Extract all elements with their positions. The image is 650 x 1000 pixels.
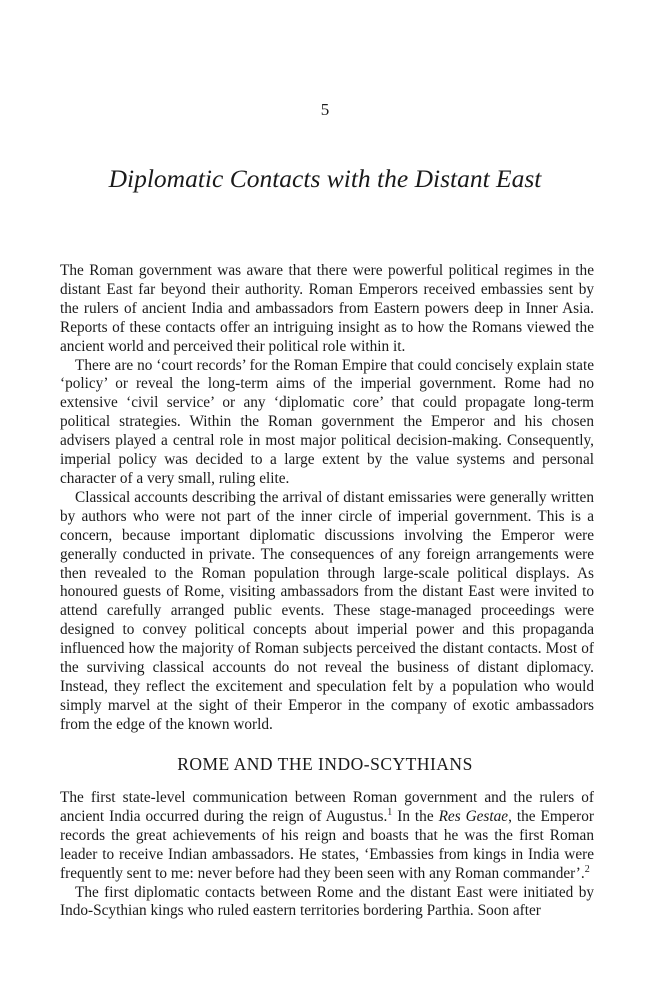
paragraph: The Roman government was aware that there were powerful political regimes in the distant East far beyond their authority. Roman Emperors received embassies sent by the rulers of ancient India and ambassadors from Eastern powers deep in Inner Asia. Reports of these contacts offer an intriguing insight as to how the Romans viewed the ancient world and perceived their political role within it. xyxy=(60,262,594,355)
text-run: In the xyxy=(392,807,439,825)
paragraph: Classical accounts describing the arrival of distant emissaries were generally written by authors who were not part of the inner circle of imperial government. This is a concern, because important diplomatic discussions involving the Emperor were generally conducted in private. The consequences of any foreign arrangements were then revealed to the Roman population through large-scale political displays. As honoured guests of Rome, visiting ambassadors from the distant East were invited to attend carefully arranged public events. These stage-managed proceedings were designed to convey political concepts about imperial power and this propaganda influenced how the majority of Roman subjects perceived the distant contacts. Most of the surviving classical accounts do not reveal the business of distant diplomacy. Instead, they reflect the excitement and speculation felt by a population who would simply marvel at the sight of their Emperor in the company of exotic ambassadors from the edge of the known world. xyxy=(60,488,594,733)
section-text xyxy=(60,789,594,921)
chapter-number: 5 xyxy=(320,100,330,119)
intro-text xyxy=(60,262,594,735)
footnote-marker: 2 xyxy=(584,863,590,875)
paragraph: There are no ‘court records’ for the Roman Empire that could concisely explain state ‘policy’ or reveal the long-term aims of the imperial government. Rome had no extensive ‘civil service’ or any ‘diplomatic core’ that could propagate long-term political strategies. Within the Roman government the Emperor and his chosen advisers played a central role in most major political decision-making. Consequently, imperial policy was decided to a large extent by the value systems and personal character of a very small, ruling elite. xyxy=(60,356,594,487)
work-title: Res Gestae xyxy=(438,807,509,825)
footnote-marker: 1 xyxy=(387,806,393,818)
section-heading: ROME AND THE INDO-SCYTHIANS xyxy=(177,754,473,774)
chapter-title: Diplomatic Contacts with the Distant East xyxy=(108,164,542,193)
text-run: , the Emperor records the great achievements of his reign and boasts that he was the first Roman leader to receive Indian ambassadors. He states, ‘Embassies from kings in India were frequently sent to me: never before had they been seen with any Roman commander’. xyxy=(60,807,594,882)
paragraph: The first diplomatic contacts between Rome and the distant East were initiated by Indo-Scythian kings who ruled eastern territories bordering Parthia. Soon after xyxy=(60,883,594,920)
paragraph xyxy=(60,789,594,884)
text-run: The first state-level communication between Roman government and the rulers of ancient India occurred during the reign of Augustus. xyxy=(60,789,594,825)
